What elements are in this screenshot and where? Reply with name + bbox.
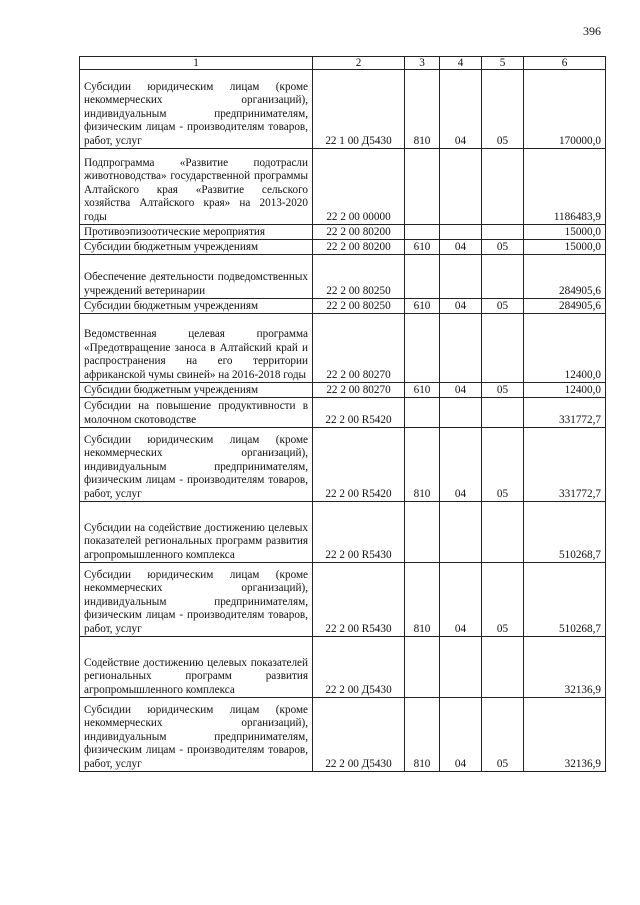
subsection-code	[482, 314, 524, 383]
amount: 510268,7	[524, 563, 606, 637]
target-article-code: 22 2 00 00000	[313, 149, 405, 225]
target-article-code: 22 2 00 80250	[313, 299, 405, 314]
row-name: Противоэпизоотические мероприятия	[80, 225, 313, 240]
section-code	[440, 314, 482, 383]
row-name: Субсидии юридическим лицам (кроме некоммерческих организаций), индивидуальным предпринимателям, физическим лицам - производителям товаров, работ, услуг	[80, 563, 313, 637]
target-article-code: 22 2 00 80250	[313, 255, 405, 299]
column-number: 2	[313, 57, 405, 70]
table-row	[80, 502, 606, 563]
target-article-code: 22 2 00 R5430	[313, 502, 405, 563]
subsection-code	[482, 225, 524, 240]
row-name: Субсидии бюджетным учреждениям	[80, 383, 313, 398]
expense-type-code: 610	[405, 240, 440, 255]
table-row	[80, 149, 606, 225]
expense-type-code	[405, 149, 440, 225]
subsection-code: 05	[482, 240, 524, 255]
row-name: Субсидии на повышение продуктивности в молочном скотоводстве	[80, 398, 313, 428]
section-code	[440, 398, 482, 428]
subsection-code: 05	[482, 299, 524, 314]
target-article-code: 22 2 00 R5430	[313, 563, 405, 637]
target-article-code: 22 1 00 Д5430	[313, 70, 405, 149]
expense-type-code: 610	[405, 299, 440, 314]
expense-type-code	[405, 255, 440, 299]
row-name: Обеспечение деятельности подведомственных учреждений ветеринарии	[80, 255, 313, 299]
budget-table	[79, 56, 606, 772]
section-code: 04	[440, 383, 482, 398]
expense-type-code	[405, 398, 440, 428]
subsection-code	[482, 149, 524, 225]
amount: 510268,7	[524, 502, 606, 563]
row-name: Субсидии юридическим лицам (кроме некоммерческих организаций), индивидуальным предпринимателям, физическим лицам - производителям товаров, работ, услуг	[80, 70, 313, 149]
row-name: Ведомственная целевая программа «Предотвращение заноса в Алтайский край и распространения на его территории африканской чумы свиней» на 2016-2018 годы	[80, 314, 313, 383]
expense-type-code	[405, 314, 440, 383]
column-number-row	[80, 57, 606, 70]
target-article-code: 22 2 00 80270	[313, 314, 405, 383]
row-name: Субсидии на содействие достижению целевых показателей региональных программ развития агропромышленного комплекса	[80, 502, 313, 563]
section-code	[440, 637, 482, 698]
expense-type-code	[405, 502, 440, 563]
row-name: Субсидии юридическим лицам (кроме некоммерческих организаций), индивидуальным предпринимателям, физическим лицам - производителям товаров, работ, услуг	[80, 698, 313, 772]
section-code	[440, 149, 482, 225]
budget-table-body	[80, 57, 606, 772]
section-code	[440, 255, 482, 299]
subsection-code	[482, 637, 524, 698]
row-name: Субсидии бюджетным учреждениям	[80, 299, 313, 314]
table-row	[80, 698, 606, 772]
amount: 32136,9	[524, 698, 606, 772]
table-row	[80, 428, 606, 502]
section-code	[440, 225, 482, 240]
target-article-code: 22 2 00 R5420	[313, 428, 405, 502]
amount: 12400,0	[524, 314, 606, 383]
subsection-code: 05	[482, 563, 524, 637]
expense-type-code: 810	[405, 428, 440, 502]
expense-type-code: 810	[405, 70, 440, 149]
amount: 284905,6	[524, 255, 606, 299]
subsection-code	[482, 502, 524, 563]
column-number: 1	[80, 57, 313, 70]
section-code: 04	[440, 70, 482, 149]
section-code: 04	[440, 240, 482, 255]
target-article-code: 22 2 00 80200	[313, 240, 405, 255]
table-row	[80, 240, 606, 255]
amount: 284905,6	[524, 299, 606, 314]
table-row	[80, 225, 606, 240]
section-code	[440, 502, 482, 563]
subsection-code	[482, 255, 524, 299]
row-name: Подпрограмма «Развитие подотрасли животноводства» государственной программы Алтайского края «Развитие сельского хозяйства Алтайского края» на 2013-2020 годы	[80, 149, 313, 225]
target-article-code: 22 2 00 Д5430	[313, 637, 405, 698]
section-code: 04	[440, 428, 482, 502]
subsection-code: 05	[482, 698, 524, 772]
expense-type-code	[405, 637, 440, 698]
amount: 331772,7	[524, 398, 606, 428]
table-row	[80, 398, 606, 428]
table-row	[80, 314, 606, 383]
table-row	[80, 255, 606, 299]
expense-type-code: 810	[405, 698, 440, 772]
table-row	[80, 299, 606, 314]
row-name: Субсидии юридическим лицам (кроме некоммерческих организаций), индивидуальным предпринимателям, физическим лицам - производителям товаров, работ, услуг	[80, 428, 313, 502]
amount: 12400,0	[524, 383, 606, 398]
table-row	[80, 637, 606, 698]
table-row	[80, 563, 606, 637]
amount: 15000,0	[524, 225, 606, 240]
amount: 1186483,9	[524, 149, 606, 225]
column-number: 5	[482, 57, 524, 70]
section-code: 04	[440, 698, 482, 772]
section-code: 04	[440, 299, 482, 314]
expense-type-code: 810	[405, 563, 440, 637]
expense-type-code	[405, 225, 440, 240]
row-name: Субсидии бюджетным учреждениям	[80, 240, 313, 255]
subsection-code: 05	[482, 383, 524, 398]
target-article-code: 22 2 00 80270	[313, 383, 405, 398]
table-row	[80, 383, 606, 398]
amount: 32136,9	[524, 637, 606, 698]
column-number: 3	[405, 57, 440, 70]
page-number: 396	[583, 24, 601, 38]
section-code: 04	[440, 563, 482, 637]
subsection-code	[482, 398, 524, 428]
target-article-code: 22 2 00 R5420	[313, 398, 405, 428]
target-article-code: 22 2 00 80200	[313, 225, 405, 240]
expense-type-code: 610	[405, 383, 440, 398]
column-number: 6	[524, 57, 606, 70]
column-number: 4	[440, 57, 482, 70]
amount: 170000,0	[524, 70, 606, 149]
subsection-code: 05	[482, 428, 524, 502]
table-row	[80, 70, 606, 149]
amount: 331772,7	[524, 428, 606, 502]
target-article-code: 22 2 00 Д5430	[313, 698, 405, 772]
amount: 15000,0	[524, 240, 606, 255]
subsection-code: 05	[482, 70, 524, 149]
row-name: Содействие достижению целевых показателей региональных программ развития агропромышленного комплекса	[80, 637, 313, 698]
